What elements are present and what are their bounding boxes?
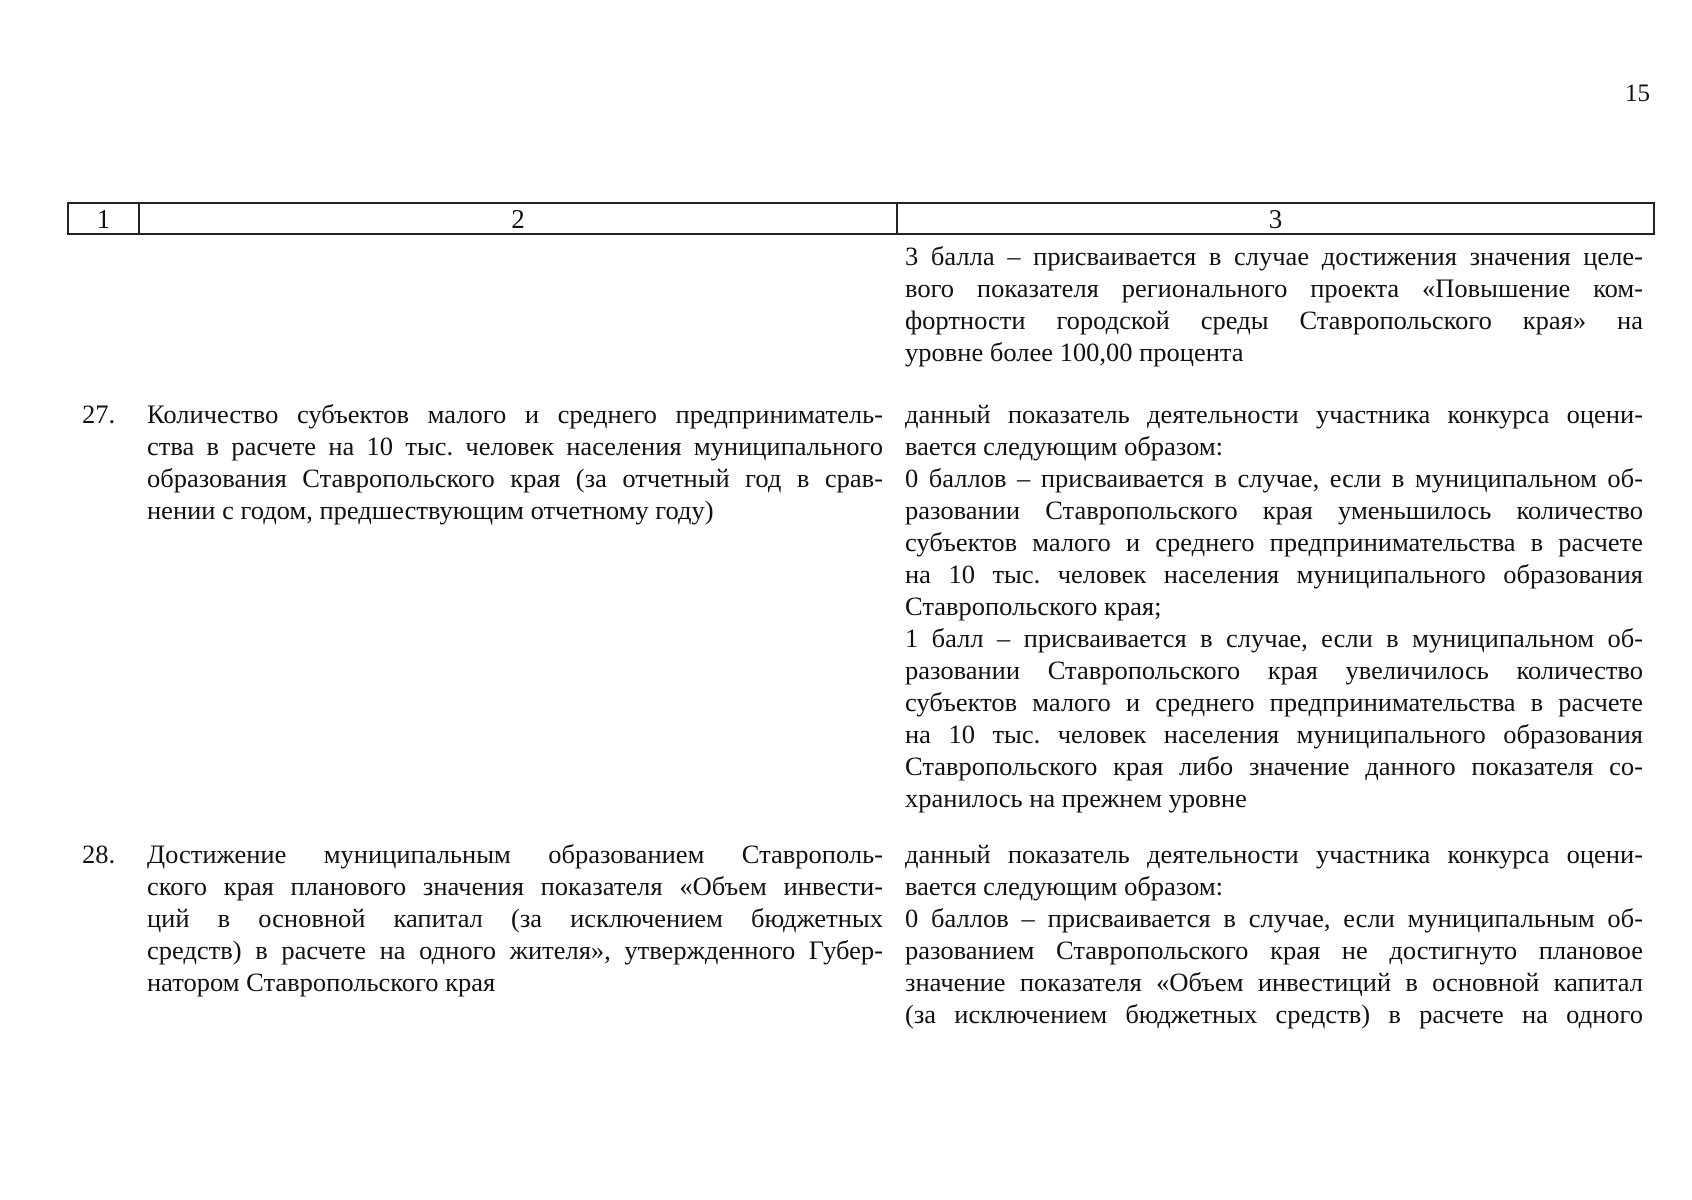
text-line: ций в основной капитал (за исключением бюджетных <box>147 903 883 933</box>
text-line: вается следующим образом: <box>905 431 1224 461</box>
text-line: ства в расчете на 10 тыс. человек населения муниципального <box>147 431 883 461</box>
text-line: значение показателя «Объем инвестиций в основной капитал <box>905 967 1643 997</box>
text-line: Достижение муниципальным образованием Ставрополь- <box>147 839 883 869</box>
header-cell-2: 2 <box>138 204 896 233</box>
text-line: данный показатель деятельности участника конкурса оцени- <box>905 839 1643 869</box>
text-line: образования Ставропольского края (за отчетный год в срав- <box>147 463 883 493</box>
text-line: 3 балла – присваивается в случае достижения значения целе- <box>905 241 1643 271</box>
row-27-indicator-text <box>147 398 883 526</box>
row-28-indicator-text <box>147 838 883 998</box>
text-line: Ставропольского края; <box>905 591 1162 621</box>
header-cell-3: 3 <box>896 204 1653 233</box>
text-line: Ставропольского края либо значение данного показателя со- <box>905 751 1643 781</box>
header-cell-1: 1 <box>96 204 111 234</box>
text-line: разованием Ставропольского края не достигнуто плановое <box>905 935 1643 965</box>
text-line: фортности городской среды Ставропольского края» на <box>905 305 1643 335</box>
text-line: Количество субъектов малого и среднего предприниматель- <box>147 399 883 429</box>
text-line: вого показателя регионального проекта «Повышение ком- <box>905 273 1643 303</box>
text-line: 0 баллов – присваивается в случае, если муниципальным об- <box>905 903 1643 933</box>
text-line: ского края планового значения показателя «Объем инвести- <box>147 871 883 901</box>
text-line: натором Ставропольского края <box>147 967 496 997</box>
page-number: 15 <box>1625 80 1650 107</box>
text-line: вается следующим образом: <box>905 871 1224 901</box>
text-line: 1 балл – присваивается в случае, если в муниципальном об- <box>905 623 1643 653</box>
text-line: субъектов малого и среднего предпринимательства в расчете <box>905 527 1643 557</box>
text-line: субъектов малого и среднего предпринимательства в расчете <box>905 687 1643 717</box>
table-header-row <box>67 202 1655 235</box>
row-number-27: 27. <box>82 399 116 429</box>
row-number-28: 28. <box>82 839 116 869</box>
text-line: разовании Ставропольского края увеличилось количество <box>905 655 1643 685</box>
text-line: (за исключением бюджетных средств) в расчете на одного <box>905 999 1643 1029</box>
text-line: нении с годом, предшествующим отчетному году) <box>147 495 714 525</box>
row-27-evaluation-text <box>905 398 1643 814</box>
text-line: хранилось на прежнем уровне <box>905 783 1247 813</box>
continuation-evaluation-text <box>905 240 1643 368</box>
text-line: уровне более 100,00 процента <box>905 337 1244 367</box>
text-line: средств) в расчете на одного жителя», утвержденного Губер- <box>147 935 883 965</box>
text-line: на 10 тыс. человек населения муниципального образования <box>905 719 1643 749</box>
text-line: разовании Ставропольского края уменьшилось количество <box>905 495 1643 525</box>
text-line: на 10 тыс. человек населения муниципального образования <box>905 559 1643 589</box>
text-line: данный показатель деятельности участника конкурса оцени- <box>905 399 1643 429</box>
text-line: 0 баллов – присваивается в случае, если в муниципальном об- <box>905 463 1643 493</box>
row-28-evaluation-text <box>905 838 1643 1030</box>
